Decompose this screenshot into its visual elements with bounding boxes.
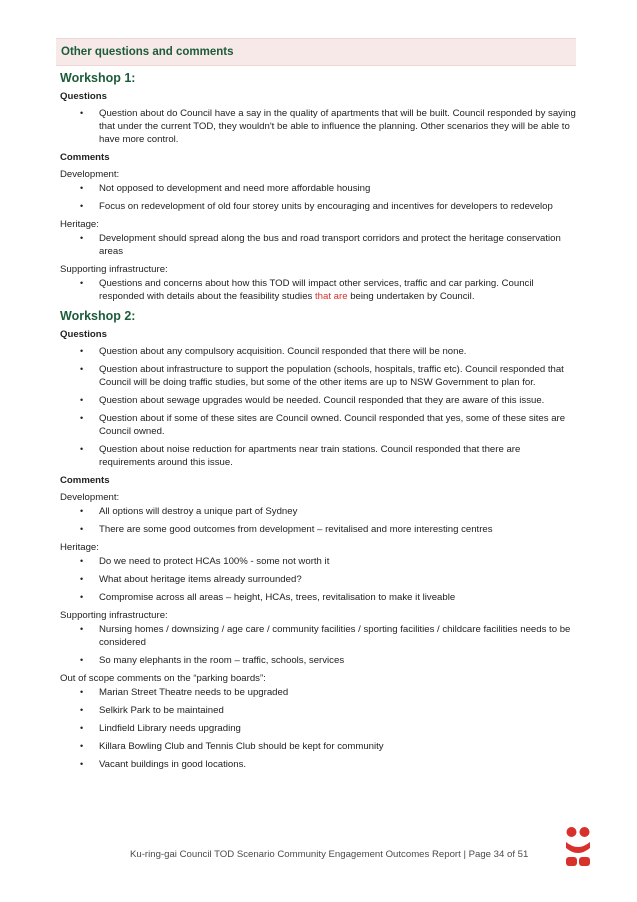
list-item: [60, 363, 576, 389]
bullet-icon: •: [80, 741, 84, 751]
bullet-icon: •: [80, 624, 84, 634]
workshop-1-infrastructure-label: Supporting infrastructure:: [60, 264, 168, 275]
bullet-icon: •: [80, 723, 84, 733]
list-item-text: Killara Bowling Club and Tennis Club should be kept for community: [99, 741, 384, 752]
list-item: [60, 591, 576, 604]
list-item: [60, 394, 576, 407]
council-logo-icon: [565, 826, 591, 870]
list-item-text: Question about do Council have a say in the quality of apartments that will be built. Council responded by saying that under the current TOD, they wouldn't be able to influence the planning. Other scenarios they will be able to have more control.: [99, 108, 576, 145]
list-item-text: Development should spread along the bus and road transport corridors and protect the heritage conservation areas: [99, 233, 561, 257]
bullet-icon: •: [80, 201, 84, 211]
list-item: [60, 573, 576, 586]
list-item-text: Marian Street Theatre needs to be upgraded: [99, 687, 289, 698]
list-item-text: All options will destroy a unique part of Sydney: [99, 506, 298, 517]
list-item: [60, 505, 576, 518]
list-item: [60, 412, 576, 438]
workshop-2-out-of-scope-list: [60, 686, 576, 771]
list-item: [60, 555, 576, 568]
list-item: [60, 654, 576, 667]
list-item: [60, 523, 576, 536]
list-item-text-end: being undertaken by Council.: [347, 291, 475, 302]
workshop-1-questions-list: [60, 107, 576, 146]
bullet-icon: •: [80, 444, 84, 454]
bullet-icon: •: [80, 556, 84, 566]
list-item: [60, 443, 576, 469]
list-item: [60, 200, 576, 213]
list-item-text: Question about sewage upgrades would be needed. Council responded that they are aware of this issue.: [99, 395, 545, 406]
list-item: [60, 704, 576, 717]
section-header-title: Other questions and comments: [61, 46, 234, 58]
bullet-icon: •: [80, 278, 84, 288]
bullet-icon: •: [80, 108, 84, 118]
list-item: [60, 345, 576, 358]
bullet-icon: •: [80, 524, 84, 534]
section-header: [56, 38, 576, 66]
workshop-2-development-label: Development:: [60, 492, 120, 503]
list-item: [60, 740, 576, 753]
highlighted-text: that are: [315, 291, 348, 302]
bullet-icon: •: [80, 413, 84, 423]
list-item-text: There are some good outcomes from development – revitalised and more interesting centres: [99, 524, 493, 535]
workshop-1-heritage-label: Heritage:: [60, 219, 99, 230]
list-item-text: Nursing homes / downsizing / age care / community facilities / sporting facilities / childcare facilities needs to be considered: [99, 624, 571, 648]
bullet-icon: •: [80, 364, 84, 374]
list-item-text: Lindfield Library needs upgrading: [99, 723, 241, 734]
bullet-icon: •: [80, 592, 84, 602]
workshop-2-out-of-scope-label: Out of scope comments on the “parking boards”:: [60, 673, 266, 684]
bullet-icon: •: [80, 759, 84, 769]
list-item-text: What about heritage items already surrounded?: [99, 574, 302, 585]
list-item-text: Question about if some of these sites are Council owned. Council responded that yes, some of these sites are Council owned.: [99, 413, 566, 437]
bullet-icon: •: [80, 705, 84, 715]
list-item-text: So many elephants in the room – traffic, schools, services: [99, 655, 345, 666]
list-item-text-start: Questions and concerns about how this TOD will impact other services, traffic and car parking. Council responded with details about the feasibility studies: [99, 278, 534, 302]
bullet-icon: •: [80, 574, 84, 584]
list-item-text: Not opposed to development and need more affordable housing: [99, 183, 371, 194]
bullet-icon: •: [80, 395, 84, 405]
workshop-2-title: Workshop 2:: [60, 309, 136, 323]
page-footer: Ku-ring-gai Council TOD Scenario Community Engagement Outcomes Report | Page 34 of 51: [130, 849, 529, 860]
bullet-icon: •: [80, 506, 84, 516]
workshop-2-infrastructure-label: Supporting infrastructure:: [60, 610, 168, 621]
list-item-text: Question about noise reduction for apartments near train stations. Council responded that there are requirements around this issue.: [99, 444, 521, 468]
workshop-1-heritage-list: [60, 232, 576, 258]
workshop-1-development-list: [60, 182, 576, 213]
list-item: [60, 722, 576, 735]
list-item: [60, 623, 576, 649]
list-item-text: Do we need to protect HCAs 100% - some not worth it: [99, 556, 330, 567]
list-item: [60, 232, 576, 258]
bullet-icon: •: [80, 655, 84, 665]
bullet-icon: •: [80, 346, 84, 356]
workshop-1-comments-label: Comments: [60, 152, 110, 163]
bullet-icon: •: [80, 183, 84, 193]
list-item: [60, 758, 576, 771]
list-item-text: Focus on redevelopment of old four storey units by encouraging and incentives for developers to redevelop: [99, 201, 553, 212]
workshop-1-infrastructure-list: [60, 277, 576, 303]
workshop-2-heritage-list: [60, 555, 576, 604]
list-item: [60, 277, 576, 303]
list-item-text: Vacant buildings in good locations.: [99, 759, 247, 770]
list-item-text: Question about infrastructure to support the population (schools, hospitals, traffic etc). Council responded that Council will be doing traffic studies, but some of the other items are up to NSW Government to plan for.: [99, 364, 564, 388]
list-item: [60, 107, 576, 146]
workshop-2-questions-list: [60, 345, 576, 469]
workshop-1-questions-label: Questions: [60, 91, 107, 102]
list-item-text: Question about any compulsory acquisition. Council responded that there will be none.: [99, 346, 467, 357]
workshop-1-development-label: Development:: [60, 169, 120, 180]
workshop-2-comments-label: Comments: [60, 475, 110, 486]
list-item: [60, 182, 576, 195]
bullet-icon: •: [80, 687, 84, 697]
page-content: [60, 70, 576, 776]
list-item-text: Selkirk Park to be maintained: [99, 705, 224, 716]
list-item-text: Compromise across all areas – height, HCAs, trees, revitalisation to make it liveable: [99, 592, 456, 603]
bullet-icon: •: [80, 233, 84, 243]
workshop-2-heritage-label: Heritage:: [60, 542, 99, 553]
workshop-1-title: Workshop 1:: [60, 71, 136, 85]
workshop-2-infrastructure-list: [60, 623, 576, 667]
list-item: [60, 686, 576, 699]
workshop-2-questions-label: Questions: [60, 329, 107, 340]
workshop-2-development-list: [60, 505, 576, 536]
